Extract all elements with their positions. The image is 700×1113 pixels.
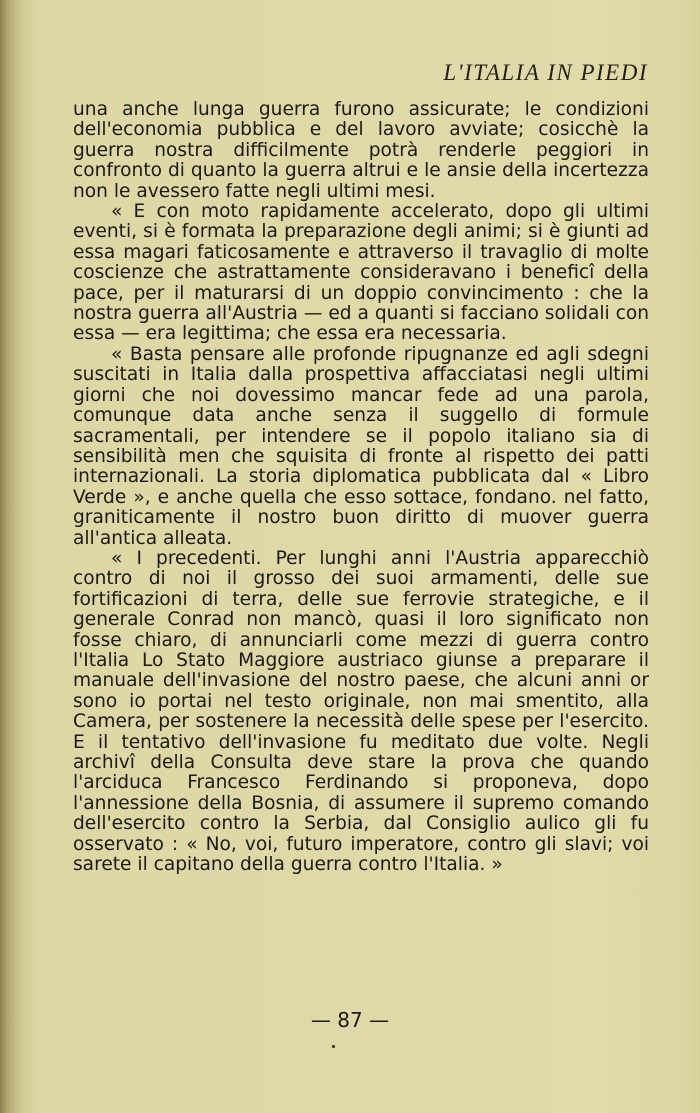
paragraph-precedents: « I precedenti. Per lunghi anni l'Austria apparecchiò contro di noi il grosso dei suoi armamenti, delle sue fortificazioni di terra, delle sue ferrovie strategiche, e il generale Conrad non mancò, quasi il loro significato non fosse chiaro, di annunciarli come mezzi di guerra contro l'Italia Lo Stato Maggiore austriaco giunse a preparare il manuale dell'invasione del nostro paese, che alcuni anni or sono io portai nel testo originale, non mai smentito, alla Camera, per sostenere la necessità delle spese per l'esercito. E il tentativo dell'invasione fu meditato due volte. Negli archivî della Consulta deve stare la prova che quando l'arciduca Francesco Ferdinando si proponeva, dopo l'annessione della Bosnia, di assumere il supremo comando dell'esercito contro la Serbia, dal Consiglio aulico gli fu osservato : « No, voi, futuro imperatore, contro gli slavi; voi sarete il capitano della guerra contro l'Italia. » — [73, 547, 649, 876]
paragraph-treaties: « Basta pensare alle profonde ripugnanze ed agli sdegni suscitati in Italia dalla prospettiva affacciatasi negli ultimi giorni che noi dovessimo mancar fede ad una parola, comunque data anche senza il suggello di formule sacramentali, per intendere se il popolo italiano sia di sensibilità men che squisita di fronte al rispetto dei patti internazionali. La storia diplomatica pubblicata dal « Libro Verde », e anche quella che esso sottace, fondano. nel fatto, graniticamente il nostro buon diritto di muover guerra all'antica alleata. — [73, 343, 649, 549]
ink-dot — [332, 1045, 335, 1048]
paragraph-continuation: una anche lunga guerra furono assicurate; le condizioni dell'economia pubblica e del lavoro avviate; cosicchè la guerra nostra difficilmente potrà renderle peggiori in confronto di quanto la guerra altrui e le ansie della incertezza non le avessero fatte negli ultimi mesi. — [73, 99, 649, 202]
running-header: L'ITALIA IN PIEDI — [443, 60, 648, 85]
page-number: — 87 — — [310, 1008, 390, 1032]
paragraph-preparation: « E con moto rapidamente accelerato, dopo gli ultimi eventi, si è formata la preparazione degli animi; si è giunti ad essa magari faticosamente e attraverso il travaglio di molte coscienze che astrattamente consideravano i beneficî della pace, per il maturarsi di un doppio convincimento : che la nostra guerra all'Austria — ed a quanti si facciano solidali con essa — era legittima; che essa era necessaria. — [73, 201, 649, 345]
page-body — [73, 100, 649, 875]
